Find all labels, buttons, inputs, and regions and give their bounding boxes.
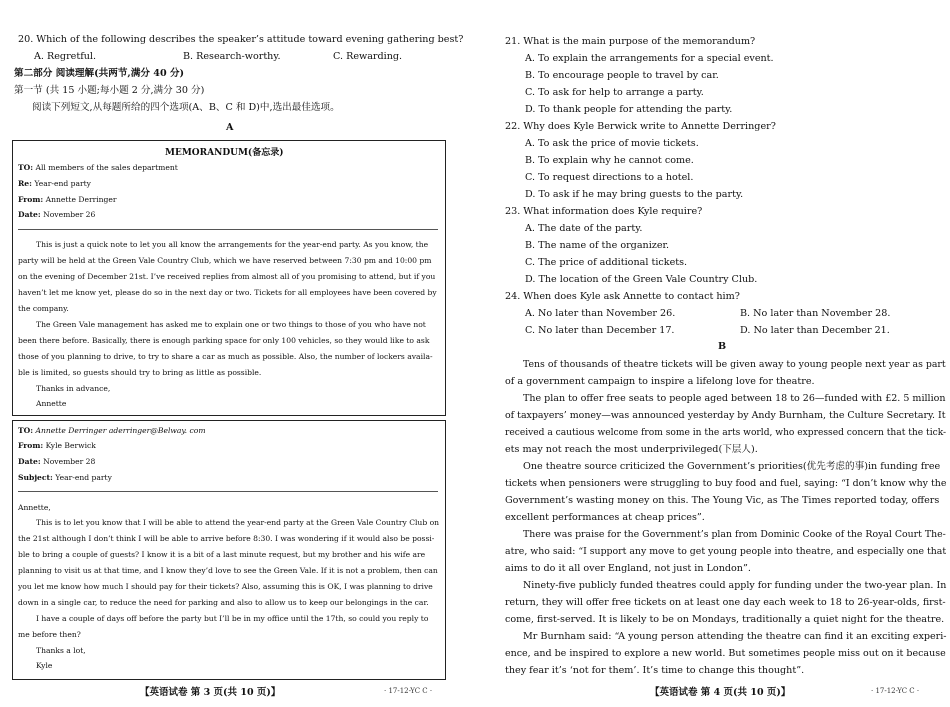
question-22-option: C. To request directions to a hotel. — [525, 172, 694, 183]
memo-from: From: Annette Derringer — [18, 195, 117, 204]
memo-body-line: on the evening of December 21st. I’ve received replies from almost all of you promising to attend, but if you — [18, 272, 436, 281]
paper-code: · 17-12-YC C · — [871, 687, 920, 695]
question-21-option: A. To explain the arrangements for a special event. — [525, 53, 774, 64]
page-footer: 【英语试卷 第 3 页(共 10 页)】 — [140, 687, 281, 698]
memo-divider — [18, 229, 438, 230]
question-23-option: C. The price of additional tickets. — [525, 257, 688, 268]
email-body-line: me before then? — [18, 630, 81, 639]
passage-b-line: of a government campaign to inspire a lifelong love for theatre. — [505, 376, 815, 387]
section-one-heading: 第一节 (共 15 小题;每小题 2 分,满分 30 分) — [14, 85, 205, 96]
memo-to: TO: All members of the sales department — [18, 163, 178, 172]
question-22-option: D. To ask if he may bring guests to the party. — [525, 189, 744, 200]
email-box — [12, 420, 446, 680]
memo-body-line: been there before. Basically, there is enough parking space for only 100 vehicles, so they would like to ask — [18, 336, 430, 345]
passage-b-line: atre, who said: “I support any move to get young people into theatre, and especially one that — [505, 546, 947, 557]
memorandum-title: MEMORANDUM(备忘录) — [165, 148, 284, 158]
passage-b-line: Ninety-five publicly funded theatres could apply for funding under the two-year plan. In — [523, 580, 947, 591]
question-21-option: C. To ask for help to arrange a party. — [525, 87, 704, 98]
email-date: Date: November 28 — [18, 457, 96, 466]
question-20-stem: 20. Which of the following describes the speaker’s attitude toward evening gathering best? — [18, 34, 464, 45]
memo-re: Re: Year-end party — [18, 179, 91, 188]
question-21-option: D. To thank people for attending the party. — [525, 104, 733, 115]
passage-b-line: return, they will offer free tickets on at least one day each week to 18 to 26-year-olds, first- — [505, 597, 946, 608]
email-divider — [18, 491, 438, 492]
email-body-line: you let me know how much I should pay for their tickets? Also, assuming this is OK, I was planning to drive — [18, 582, 433, 591]
reading-instructions: 阅读下列短文,从每题所给的四个选项(A、B、C 和 D)中,选出最佳选项。 — [32, 102, 340, 113]
passage-b-line: There was praise for the Government’s plan from Dominic Cooke of the Royal Court The- — [523, 529, 946, 540]
question-24-option: C. No later than December 17. — [525, 325, 675, 336]
question-24-stem: 24. When does Kyle ask Annette to contact him? — [505, 291, 740, 302]
email-body-line: ble to bring a couple of guests? I know it is a bit of a last minute request, but my brother and his wife are — [18, 550, 426, 559]
memo-body-line: the company. — [18, 304, 69, 313]
memorandum-box — [12, 140, 446, 416]
paper-code: · 17-12-YC C · — [384, 687, 433, 695]
passage-b-line: tickets when pensioners were struggling to buy food and fuel, saying: “I don’t know why the — [505, 478, 947, 489]
question-21-option: B. To encourage people to travel by car. — [525, 70, 719, 81]
question-24-option: B. No later than November 28. — [740, 308, 891, 319]
question-20-option-c: C. Rewarding. — [333, 51, 403, 62]
memo-body-line: The Green Vale management has asked me to explain one or two things to those of you who have not — [36, 320, 426, 329]
passage-b-line: of taxpayers’ money—was announced yesterday by Andy Burnham, the Culture Secretary. It — [505, 410, 946, 421]
email-body-line: This is to let you know that I will be able to attend the year-end party at the Green Vale Country Club on — [36, 518, 440, 527]
email-body-line: I have a couple of days off before the party but I’ll be in my office until the 17th, so could you reply to — [36, 614, 429, 623]
question-23-option: A. The date of the party. — [525, 223, 643, 234]
email-greeting: Annette, — [18, 503, 51, 512]
passage-b-line: come, first-served. It is likely to be on Mondays, traditionally a quiet night for the theatre. — [505, 614, 945, 625]
email-body-line: planning to visit us at that time, and I know they’d love to see the Green Vale. If it is not a problem, then can — [18, 566, 438, 575]
memo-body-line: those of you planning to drive, to try to share a car as much as possible. Also, the number of lockers availa- — [18, 352, 433, 361]
email-signature: Kyle — [36, 661, 53, 670]
email-body-line: down in a single car, to reduce the need for parking and also to allow us to keep our belongings in the car. — [18, 598, 429, 607]
memo-body-line: ble is limited, so guests should try to bring as little as possible. — [18, 368, 262, 377]
memo-body-line: haven’t let me know yet, please do so in the next day or two. Tickets for all employees have been covered by — [18, 288, 437, 297]
question-22-option: A. To ask the price of movie tickets. — [525, 138, 699, 149]
passage-b-line: The plan to offer free seats to people aged between 18 to 26—funded with £2. 5 million — [523, 393, 946, 404]
question-21-stem: 21. What is the main purpose of the memorandum? — [505, 36, 756, 47]
memo-body-line: party will be held at the Green Vale Country Club, which we have reserved between 7:30 pm and 10:00 pm — [18, 256, 432, 265]
email-to: TO: Annette Derringer aderringer@Belway. com — [18, 426, 206, 435]
memo-date: Date: November 26 — [18, 210, 96, 219]
question-22-option: B. To explain why he cannot come. — [525, 155, 694, 166]
passage-b-label: B — [718, 341, 727, 352]
question-20-option-a: A. Regretful. — [34, 51, 97, 62]
passage-b-line: Government’s wasting money on this. The Young Vic, as The Times reported today, offers — [505, 495, 940, 506]
question-23-stem: 23. What information does Kyle require? — [505, 206, 703, 217]
memo-signature: Annette — [36, 399, 67, 408]
passage-b-line: aims to do it all over England, not just in London”. — [505, 563, 751, 574]
question-23-option: D. The location of the Green Vale Country Club. — [525, 274, 758, 285]
part-two-heading: 第二部分 阅读理解(共两节,满分 40 分) — [14, 68, 185, 79]
memo-closing: Thanks in advance, — [36, 384, 111, 393]
passage-b-line: ets may not reach the most underprivileged(下层人). — [505, 444, 758, 455]
question-24-option: D. No later than December 21. — [740, 325, 890, 336]
email-body-line: the 21st although I don’t think I will be able to arrive before 8:30. I was wondering if it would also be possi- — [18, 534, 435, 543]
passage-b-line: Tens of thousands of theatre tickets will be given away to young people next year as part — [523, 359, 946, 370]
question-24-option: A. No later than November 26. — [525, 308, 676, 319]
page-footer: 【英语试卷 第 4 页(共 10 页)】 — [650, 687, 791, 698]
question-20-option-b: B. Research-worthy. — [183, 51, 281, 62]
passage-b-line: ence, and be inspired to explore a new world. But sometimes people miss out on it because — [505, 648, 946, 659]
passage-a-label: A — [226, 122, 234, 133]
passage-b-line: they fear it’s ‘not for them’. It’s time to change this thought”. — [505, 665, 805, 676]
passage-b-line: received a cautious welcome from some in the arts world, who expressed concern that the tick- — [505, 428, 947, 438]
email-subject: Subject: Year-end party — [18, 473, 112, 482]
email-from: From: Kyle Berwick — [18, 441, 96, 450]
passage-b-line: excellent performances at cheap prices”. — [505, 512, 705, 523]
memo-body-line: This is just a quick note to let you all know the arrangements for the year-end party. As you know, the — [36, 240, 429, 249]
email-closing: Thanks a lot, — [36, 646, 86, 655]
question-23-option: B. The name of the organizer. — [525, 240, 670, 251]
question-22-stem: 22. Why does Kyle Berwick write to Annette Derringer? — [505, 121, 776, 132]
right-page — [475, 0, 950, 707]
passage-b-line: One theatre source criticized the Government’s priorities(优先考虑的事)in funding free — [523, 461, 941, 472]
passage-b-line: Mr Burnham said: “A young person attending the theatre can find it an exciting experi- — [523, 631, 947, 642]
